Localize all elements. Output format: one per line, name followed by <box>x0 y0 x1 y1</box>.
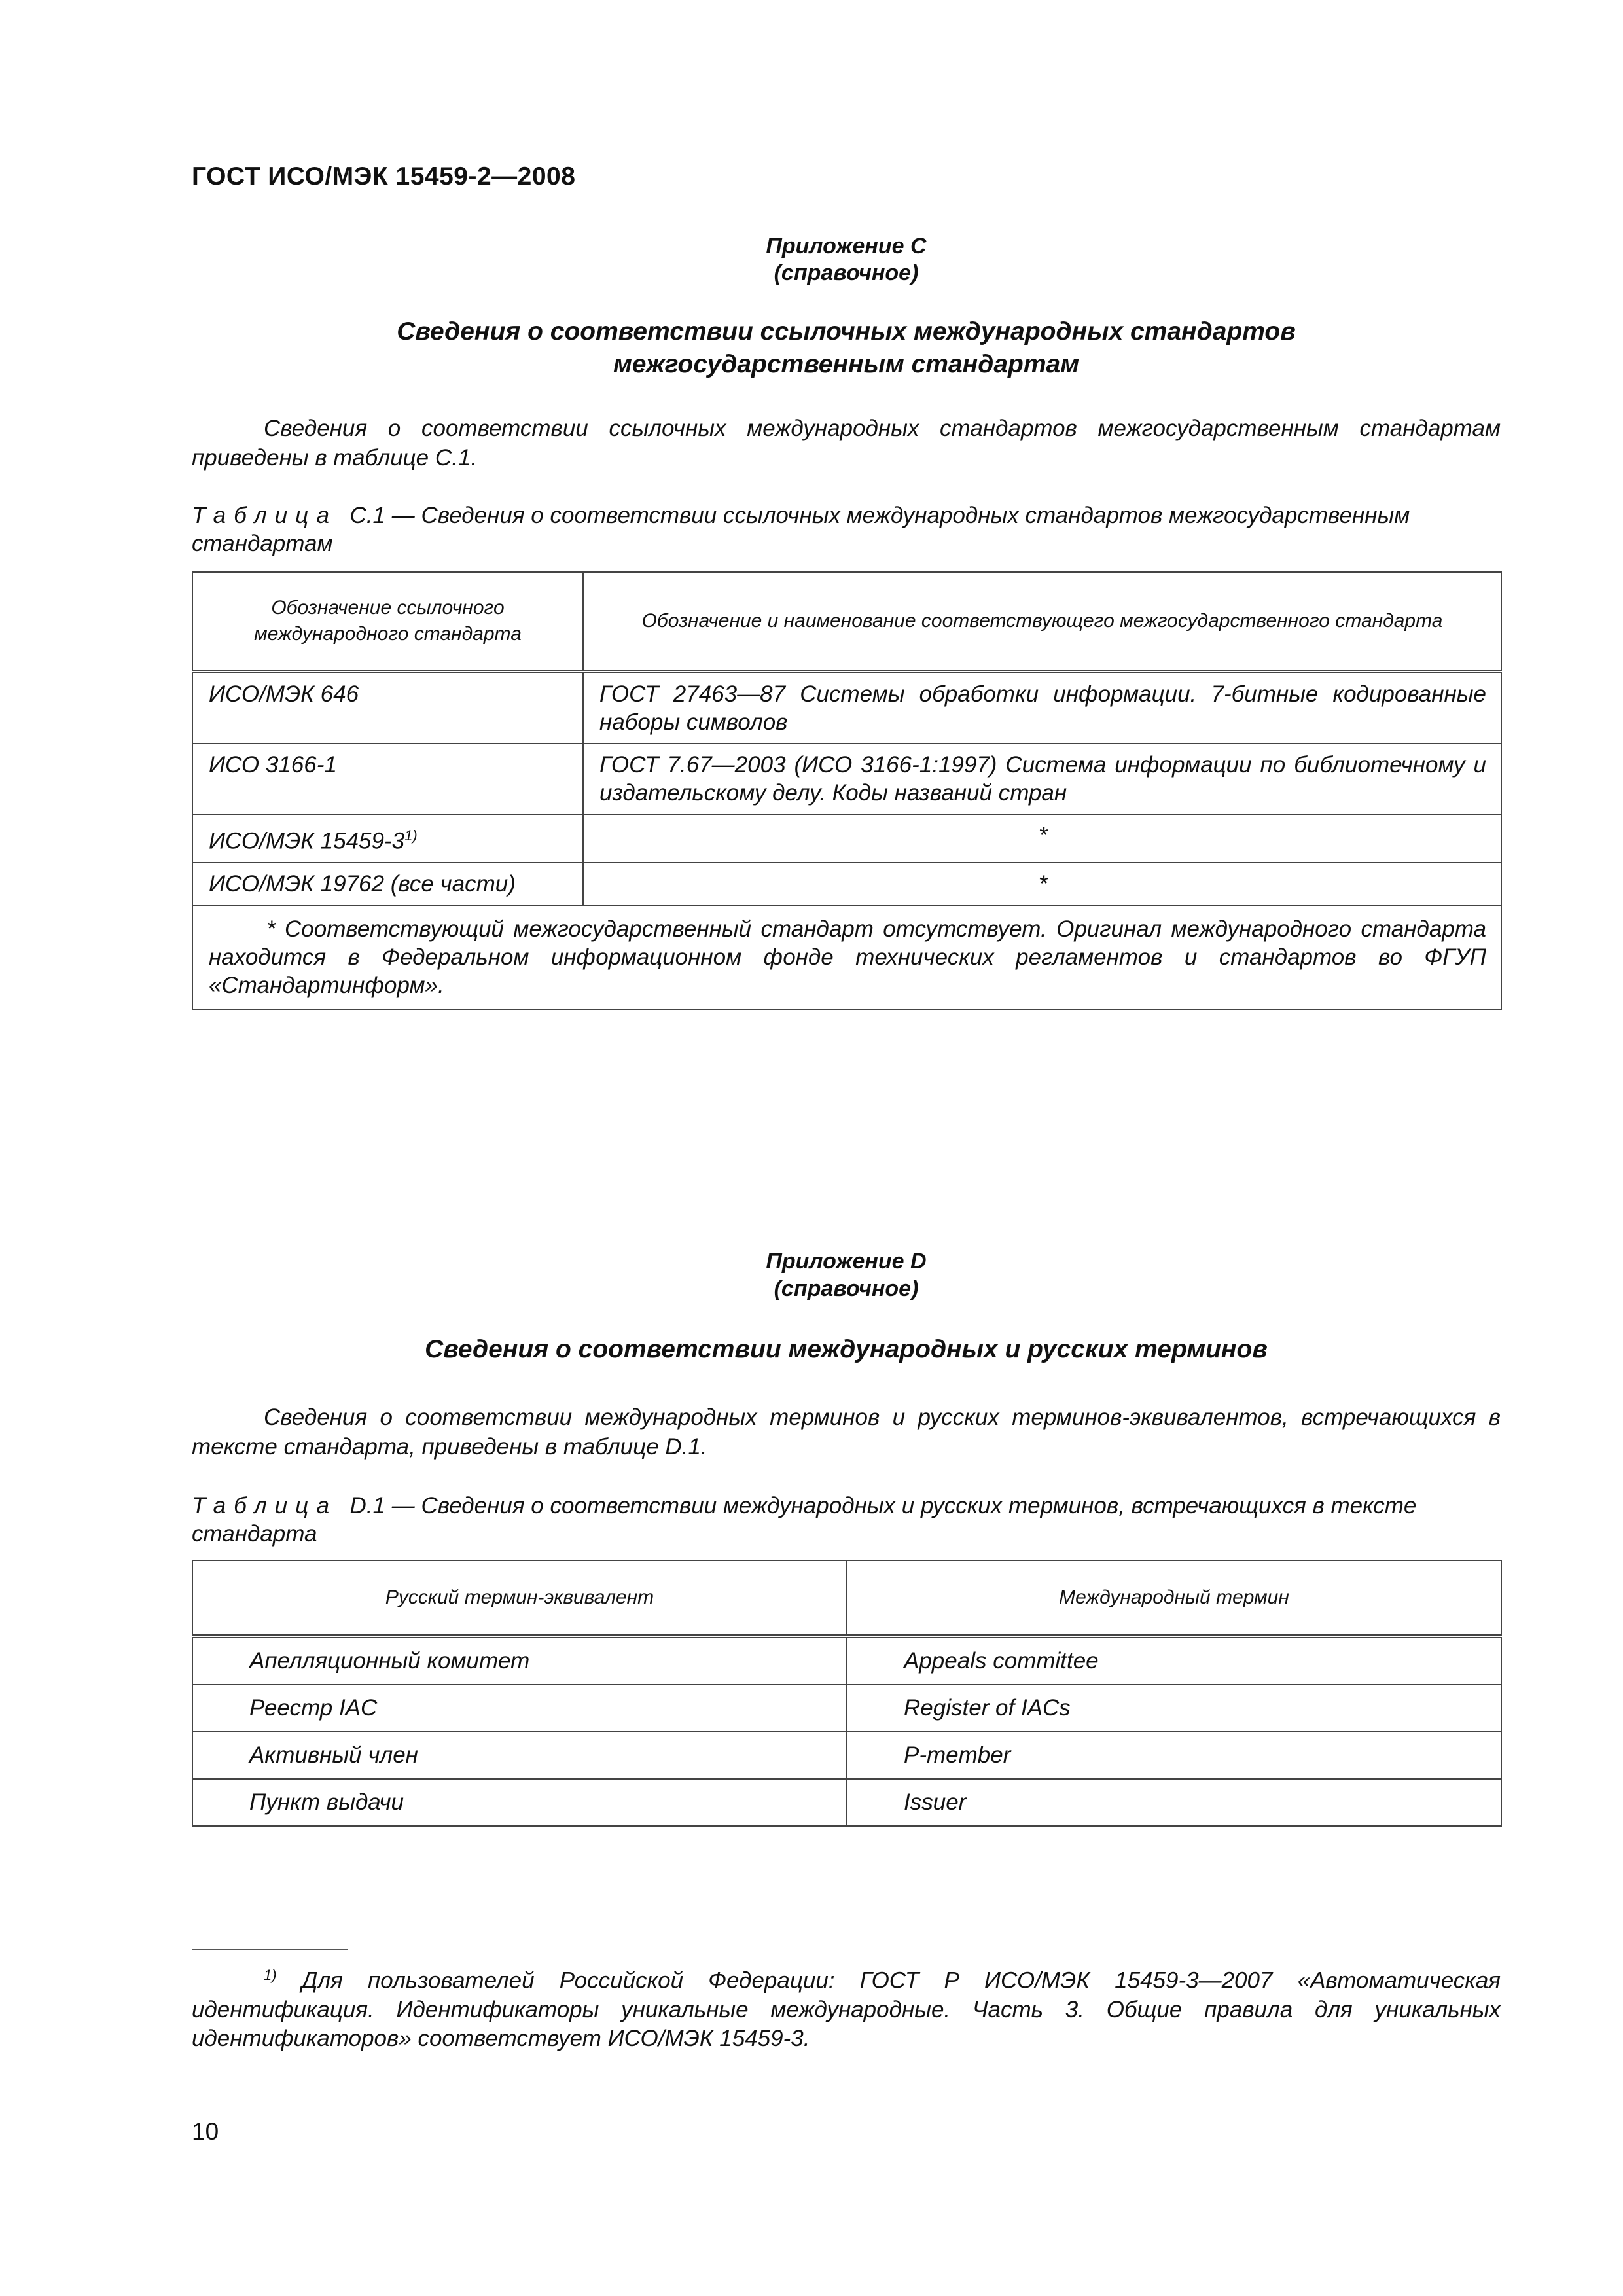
table-cell: ИСО/МЭК 19762 (все части) <box>192 863 583 905</box>
footnote-marker: 1) <box>264 1967 277 1983</box>
column-header: Международный термин <box>847 1560 1501 1636</box>
table-cell: ИСО/МЭК 15459-3$^{1)}$ <box>192 814 583 863</box>
annex-c-label: Приложение С <box>766 234 927 259</box>
table-row <box>192 672 1501 744</box>
table-d1 <box>192 1560 1502 1827</box>
table-cell: Апелляционный комитет <box>192 1636 847 1685</box>
table-row <box>192 863 1501 905</box>
table-row <box>192 1732 1501 1779</box>
table-cell: Register of IACs <box>847 1685 1501 1732</box>
table-note: * Соответствующий межгосударственный стандарт отсутствует. Оригинал международного стандарта находится в Федеральном информационном фонде технических регламентов и стандартов во ФГУП «Стандартинформ». <box>192 905 1501 1009</box>
page-number: 10 <box>192 2118 219 2145</box>
annex-c-subtitle: (справочное) <box>774 260 919 285</box>
table-cell: Пункт выдачи <box>192 1779 847 1826</box>
annex-c-title-line2: межгосударственным стандартам <box>613 350 1080 378</box>
table-cell: * <box>583 814 1501 863</box>
annex-c-intro: Сведения о соответствии ссылочных международных стандартов межгосударственным стандартам приведены в таблице С.1. <box>192 416 1501 471</box>
annex-c-title <box>192 315 1501 381</box>
annex-d-subtitle: (справочное) <box>774 1276 919 1301</box>
table-c1-caption <box>192 501 1501 558</box>
table-d1-caption-text: D.1 — Сведения о соответствии международных и русских терминов, встречающихся в тексте стандарта <box>192 1493 1417 1547</box>
table-cell: ИСО 3166-1 <box>192 744 583 814</box>
table-cell: Реестр IAC <box>192 1685 847 1732</box>
table-note-row <box>192 905 1501 1009</box>
table-d1-caption-word: Таблица <box>192 1493 338 1518</box>
table-cell: P-member <box>847 1732 1501 1779</box>
table-cell: ГОСТ 27463—87 Системы обработки информации. 7-битные кодированные наборы символов <box>583 672 1501 744</box>
table-row <box>192 744 1501 814</box>
table-cell: ИСО/МЭК 646 <box>192 672 583 744</box>
table-header-row <box>192 572 1501 672</box>
table-c1 <box>192 571 1502 1010</box>
table-cell: Appeals committee <box>847 1636 1501 1685</box>
table-row <box>192 1685 1501 1732</box>
table-row <box>192 814 1501 863</box>
annex-d-intro: Сведения о соответствии международных терминов и русских терминов-эквивалентов, встречающихся в тексте стандарта, приведены в таблице D.1. <box>192 1405 1501 1460</box>
footnote-ref: 1) <box>404 827 418 844</box>
table-c1-caption-text: С.1 — Сведения о соответствии ссылочных международных стандартов межгосударственным стандартам <box>192 503 1410 556</box>
column-header: Обозначение и наименование соответствующего межгосударственного стандарта <box>583 572 1501 672</box>
table-row <box>192 1779 1501 1826</box>
footnote-divider <box>192 1949 348 1950</box>
annex-c-title-line1: Сведения о соответствии ссылочных международных стандартов <box>397 317 1296 346</box>
annex-d-label: Приложение D <box>766 1249 927 1274</box>
table-d1-caption <box>192 1492 1501 1548</box>
table-cell: Issuer <box>847 1779 1501 1826</box>
table-row <box>192 1636 1501 1685</box>
table-cell: Активный член <box>192 1732 847 1779</box>
table-c1-caption-word: Таблица <box>192 503 338 528</box>
document-header: ГОСТ ИСО/МЭК 15459-2—2008 <box>192 162 576 190</box>
annex-d-title: Сведения о соответствии международных и русских терминов <box>425 1335 1268 1363</box>
table-cell: ГОСТ 7.67—2003 (ИСО 3166-1:1997) Система информации по библиотечному и издательскому делу. Коды названий стран <box>583 744 1501 814</box>
table-cell: * <box>583 863 1501 905</box>
column-header: Русский термин-эквивалент <box>192 1560 847 1636</box>
footnote <box>192 1961 1501 2053</box>
footnote-text: Для пользователей Российской Федерации: ГОСТ Р ИСО/МЭК 15459-3—2007 «Автоматическая идентификация. Идентификаторы уникальные международные. Часть 3. Общие правила для уникальных идентификаторов» соответствует ИСО/МЭК 15459-3. <box>192 1967 1501 2051</box>
column-header: Обозначение ссылочного международного стандарта <box>192 572 583 672</box>
table-header-row <box>192 1560 1501 1636</box>
